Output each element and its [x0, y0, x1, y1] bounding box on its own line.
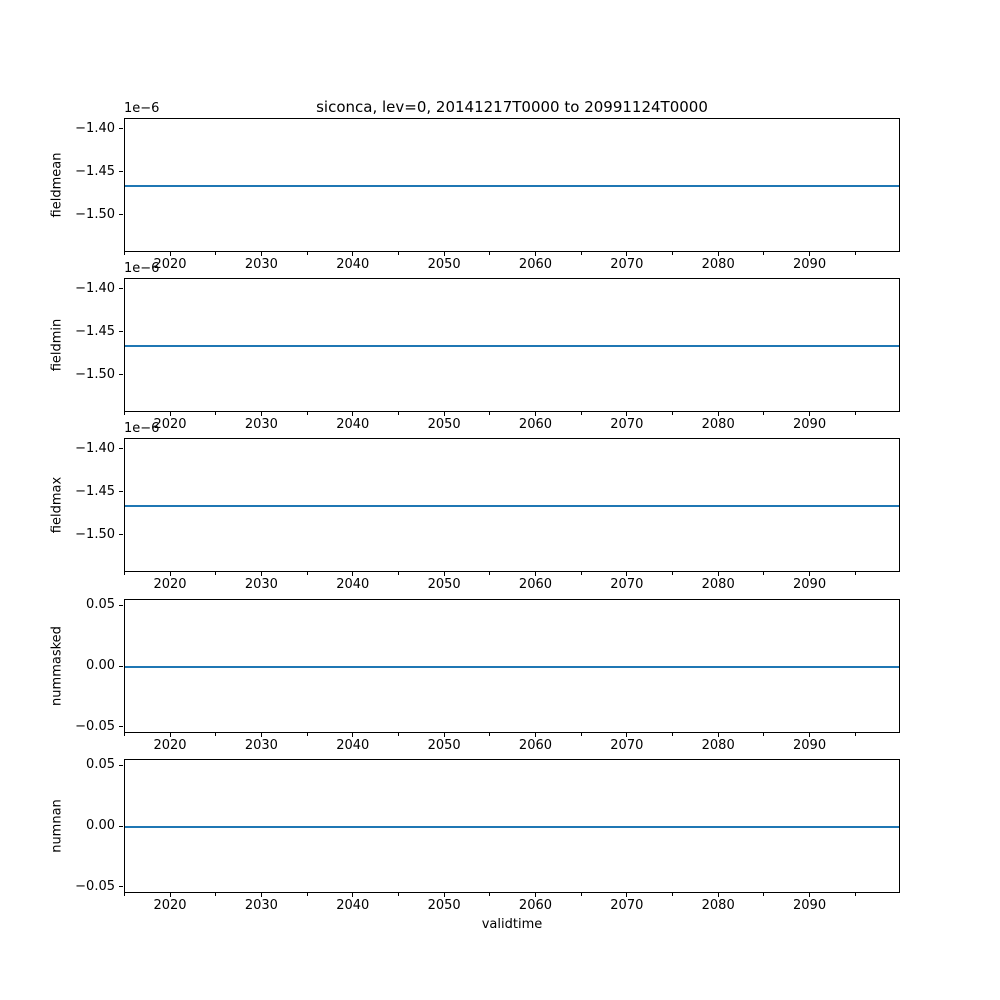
x-tick-label: 2040: [336, 898, 370, 913]
x-minor-tick-mark: [581, 893, 582, 896]
x-major-tick-mark: [170, 893, 171, 897]
x-major-tick-mark: [261, 252, 262, 256]
x-major-tick-mark: [170, 412, 171, 416]
x-tick-label: 2080: [701, 417, 735, 432]
data-line-fieldmax: [125, 505, 899, 507]
x-minor-tick-mark: [307, 733, 308, 736]
x-minor-tick-mark: [124, 252, 125, 255]
x-minor-tick-mark: [124, 893, 125, 896]
x-major-tick-mark: [718, 252, 719, 256]
y-tick-mark: [119, 288, 123, 289]
x-tick-label: 2020: [153, 738, 187, 753]
x-minor-tick-mark: [672, 733, 673, 736]
x-major-tick-mark: [352, 412, 353, 416]
x-minor-tick-mark: [215, 412, 216, 415]
x-minor-tick-mark: [672, 252, 673, 255]
x-major-tick-mark: [261, 893, 262, 897]
x-minor-tick-mark: [124, 412, 125, 415]
x-tick-label: 2070: [610, 577, 644, 592]
x-minor-tick-mark: [855, 572, 856, 575]
x-tick-label: 2020: [153, 417, 187, 432]
x-major-tick-mark: [444, 733, 445, 737]
y-tick-mark: [119, 826, 123, 827]
x-minor-tick-mark: [672, 893, 673, 896]
x-tick-label: 2030: [244, 257, 278, 272]
x-major-tick-mark: [170, 733, 171, 737]
y-tick-mark: [119, 171, 123, 172]
x-major-tick-mark: [444, 893, 445, 897]
x-tick-label: 2060: [518, 738, 553, 753]
x-tick-label: 2050: [427, 577, 461, 592]
x-minor-tick-mark: [398, 252, 399, 255]
y-axis-label-fieldmax: fieldmax: [49, 476, 65, 534]
x-major-tick-mark: [626, 893, 627, 897]
x-minor-tick-mark: [398, 893, 399, 896]
x-tick-label: 2050: [427, 417, 461, 432]
subplot-axes-fieldmax: [124, 438, 900, 572]
x-minor-tick-mark: [855, 893, 856, 896]
y-tick-label: −1.50: [75, 206, 115, 222]
x-tick-label: 2090: [793, 577, 827, 592]
y-tick-label: −1.40: [75, 120, 115, 136]
x-tick-label: 2090: [793, 257, 827, 272]
data-line-numnan: [125, 826, 899, 828]
x-major-tick-mark: [261, 572, 262, 576]
x-minor-tick-mark: [215, 733, 216, 736]
x-major-tick-mark: [626, 733, 627, 737]
x-tick-label: 2080: [701, 898, 735, 913]
y-tick-mark: [119, 128, 123, 129]
x-major-tick-mark: [718, 412, 719, 416]
x-minor-tick-mark: [763, 733, 764, 736]
x-tick-label: 2050: [427, 738, 461, 753]
x-minor-tick-mark: [489, 893, 490, 896]
y-tick-label: −0.05: [75, 718, 115, 734]
data-line-fieldmin: [125, 345, 899, 347]
x-tick-label: 2030: [244, 898, 278, 913]
x-minor-tick-mark: [581, 252, 582, 255]
x-major-tick-mark: [626, 572, 627, 576]
y-tick-mark: [119, 374, 123, 375]
x-minor-tick-mark: [489, 733, 490, 736]
x-major-tick-mark: [444, 252, 445, 256]
chart-title: siconca, lev=0, 20141217T0000 to 20991124T0000: [316, 98, 708, 116]
x-tick-label: 2070: [610, 738, 644, 753]
x-minor-tick-mark: [581, 733, 582, 736]
x-major-tick-mark: [352, 893, 353, 897]
x-minor-tick-mark: [398, 572, 399, 575]
y-offset-label: 1e−6: [124, 101, 160, 116]
subplot-axes-numnan: [124, 759, 900, 893]
x-minor-tick-mark: [215, 252, 216, 255]
y-tick-label: −1.45: [75, 483, 115, 499]
x-minor-tick-mark: [763, 252, 764, 255]
data-line-fieldmean: [125, 185, 899, 187]
x-tick-label: 2070: [610, 257, 644, 272]
y-tick-label: −1.45: [75, 163, 115, 179]
y-tick-mark: [119, 726, 123, 727]
y-axis-label-nummasked: nummasked: [49, 626, 65, 706]
x-major-tick-mark: [535, 252, 536, 256]
x-minor-tick-mark: [307, 412, 308, 415]
x-tick-label: 2070: [610, 417, 644, 432]
x-tick-label: 2090: [793, 738, 827, 753]
y-tick-mark: [119, 886, 123, 887]
y-tick-label: 0.00: [86, 658, 115, 673]
x-tick-label: 2040: [336, 257, 370, 272]
subplot-axes-nummasked: [124, 599, 900, 733]
x-tick-label: 2020: [153, 257, 187, 272]
x-major-tick-mark: [718, 733, 719, 737]
x-minor-tick-mark: [215, 893, 216, 896]
x-major-tick-mark: [809, 252, 810, 256]
y-tick-mark: [119, 448, 123, 449]
x-major-tick-mark: [809, 572, 810, 576]
subplot-axes-fieldmin: [124, 278, 900, 412]
x-major-tick-mark: [718, 572, 719, 576]
x-major-tick-mark: [261, 412, 262, 416]
x-tick-label: 2030: [244, 417, 278, 432]
x-major-tick-mark: [261, 733, 262, 737]
y-tick-label: −0.05: [75, 878, 115, 894]
x-major-tick-mark: [809, 893, 810, 897]
y-tick-mark: [119, 534, 123, 535]
y-tick-mark: [119, 214, 123, 215]
x-minor-tick-mark: [763, 893, 764, 896]
x-minor-tick-mark: [307, 893, 308, 896]
x-tick-label: 2080: [701, 577, 735, 592]
data-line-nummasked: [125, 666, 899, 668]
x-minor-tick-mark: [489, 572, 490, 575]
y-axis-label-fieldmin: fieldmin: [49, 318, 65, 372]
y-tick-mark: [119, 765, 123, 766]
x-minor-tick-mark: [672, 412, 673, 415]
y-tick-label: −1.50: [75, 366, 115, 382]
y-tick-mark: [119, 666, 123, 667]
x-major-tick-mark: [535, 572, 536, 576]
x-tick-label: 2060: [518, 898, 553, 913]
y-tick-mark: [119, 605, 123, 606]
x-minor-tick-mark: [855, 412, 856, 415]
x-minor-tick-mark: [855, 733, 856, 736]
x-tick-label: 2090: [793, 417, 827, 432]
y-tick-label: −1.40: [75, 280, 115, 296]
x-tick-label: 2040: [336, 417, 370, 432]
y-offset-label: 1e−6: [124, 421, 160, 436]
x-minor-tick-mark: [215, 572, 216, 575]
y-tick-label: −1.50: [75, 526, 115, 542]
x-tick-label: 2060: [518, 257, 553, 272]
y-tick-label: 0.00: [86, 818, 115, 833]
x-major-tick-mark: [444, 412, 445, 416]
x-minor-tick-mark: [855, 252, 856, 255]
x-minor-tick-mark: [398, 412, 399, 415]
x-tick-label: 2080: [701, 257, 735, 272]
x-major-tick-mark: [352, 252, 353, 256]
y-tick-label: −1.45: [75, 323, 115, 339]
y-tick-mark: [119, 491, 123, 492]
y-offset-label: 1e−6: [124, 261, 160, 276]
x-major-tick-mark: [535, 733, 536, 737]
x-tick-label: 2040: [336, 577, 370, 592]
x-minor-tick-mark: [581, 572, 582, 575]
x-minor-tick-mark: [307, 572, 308, 575]
x-minor-tick-mark: [489, 252, 490, 255]
x-tick-label: 2060: [518, 577, 553, 592]
x-major-tick-mark: [444, 572, 445, 576]
x-tick-label: 2070: [610, 898, 644, 913]
x-minor-tick-mark: [489, 412, 490, 415]
x-tick-label: 2040: [336, 738, 370, 753]
x-tick-label: 2060: [518, 417, 553, 432]
x-tick-label: 2090: [793, 898, 827, 913]
subplot-axes-fieldmean: [124, 118, 900, 252]
x-minor-tick-mark: [763, 412, 764, 415]
x-major-tick-mark: [170, 572, 171, 576]
x-major-tick-mark: [352, 733, 353, 737]
x-minor-tick-mark: [763, 572, 764, 575]
x-major-tick-mark: [718, 893, 719, 897]
x-tick-label: 2020: [153, 898, 187, 913]
x-tick-label: 2030: [244, 577, 278, 592]
x-major-tick-mark: [626, 252, 627, 256]
x-tick-label: 2030: [244, 738, 278, 753]
y-tick-mark: [119, 331, 123, 332]
x-major-tick-mark: [170, 252, 171, 256]
y-tick-label: −1.40: [75, 440, 115, 456]
x-minor-tick-mark: [581, 412, 582, 415]
x-minor-tick-mark: [307, 252, 308, 255]
x-tick-label: 2020: [153, 577, 187, 592]
x-minor-tick-mark: [398, 733, 399, 736]
x-minor-tick-mark: [124, 572, 125, 575]
y-tick-label: 0.05: [86, 757, 115, 773]
x-major-tick-mark: [809, 412, 810, 416]
x-major-tick-mark: [535, 412, 536, 416]
x-major-tick-mark: [809, 733, 810, 737]
y-tick-label: 0.05: [86, 597, 115, 613]
x-tick-label: 2080: [701, 738, 735, 753]
x-tick-label: 2050: [427, 257, 461, 272]
y-axis-label-fieldmean: fieldmean: [49, 152, 65, 218]
x-major-tick-mark: [352, 572, 353, 576]
x-axis-label: validtime: [481, 917, 543, 932]
y-axis-label-numnan: numnan: [49, 799, 65, 853]
x-minor-tick-mark: [124, 733, 125, 736]
x-minor-tick-mark: [672, 572, 673, 575]
x-major-tick-mark: [535, 893, 536, 897]
x-major-tick-mark: [626, 412, 627, 416]
x-tick-label: 2050: [427, 898, 461, 913]
